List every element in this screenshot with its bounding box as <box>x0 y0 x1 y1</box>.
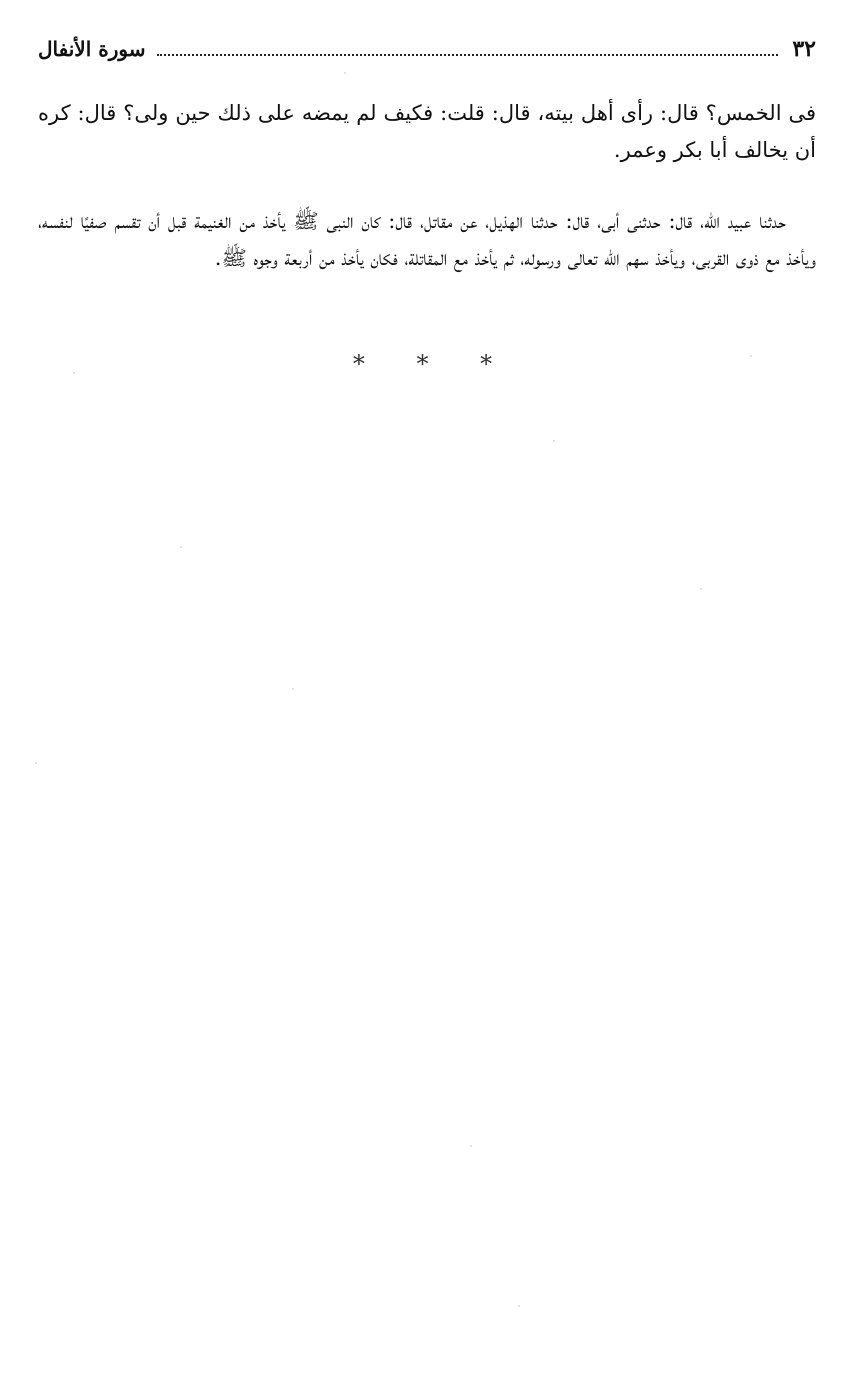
scan-speck <box>344 72 346 74</box>
surah-title: سورة الأنفال <box>38 37 146 61</box>
scan-speck <box>180 546 182 548</box>
scan-speck <box>750 355 752 357</box>
scan-speck <box>292 688 294 690</box>
scan-speck <box>35 762 37 764</box>
scan-speck <box>73 372 75 374</box>
scan-speck <box>470 1145 472 1147</box>
section-separator: * * * <box>352 350 515 378</box>
scan-speck <box>700 588 702 590</box>
page-number: ٣٢ <box>792 36 816 62</box>
dotted-leader <box>157 52 778 56</box>
scan-speck <box>553 440 555 442</box>
scan-speck <box>518 1305 520 1307</box>
page-header <box>38 34 816 64</box>
paragraph-1: فى الخمس؟ قال: رأى أهل بيته، قال: قلت: فكيف لم يمضه على ذلك حين ولى؟ قال: كره أن يخالف أبا بكر وعمر. <box>38 101 816 162</box>
paragraph-2: حدثنا عبيد الله، قال: حدثنى أبى، قال: حدثنا الهذيل، عن مقاتل، قال: كان النبى ﷺ يأخذ من الغنيمة قبل أن تقسم صفيًا لنفسه، ويأخذ مع ذوى القربى، ويأخذ سهم الله تعالى ورسوله، ثم يأخذ مع المقاتلة، فكان يأخذ من أربعة وجوه ﷺ. <box>38 209 816 270</box>
